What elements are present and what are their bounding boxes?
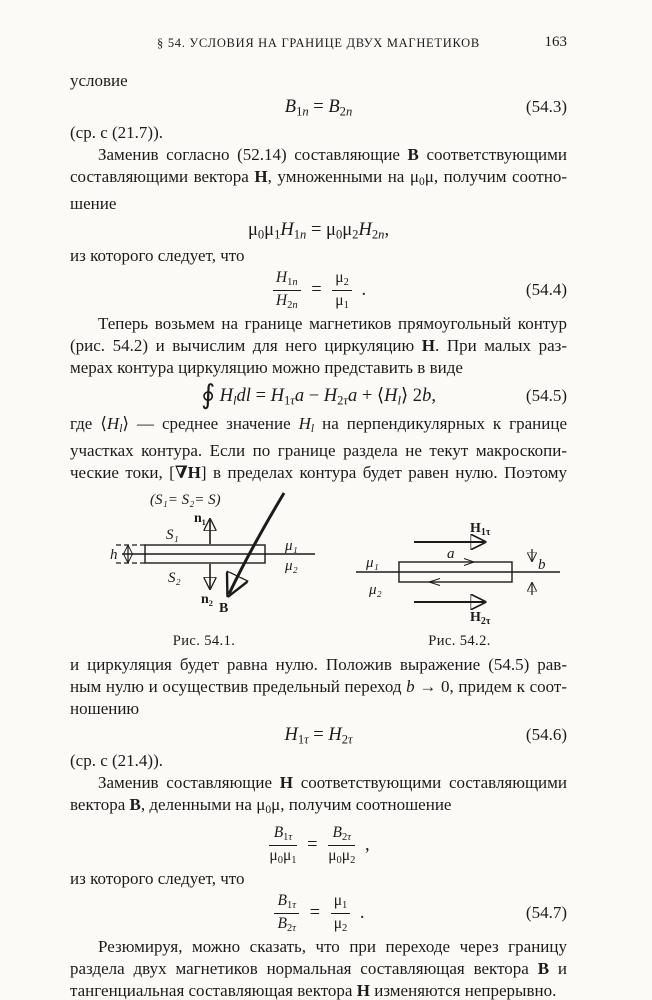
text-line: из которого следует, что — [70, 868, 245, 888]
equation-54-7 — [70, 891, 567, 935]
mu1-label: μ₁ — [285, 538, 298, 555]
fraction: $\frac{B2\tau}{\mu 0\mu 2}$ — [328, 823, 356, 866]
fraction: $\frac{B1\tau}{B2\tau}$ — [274, 892, 299, 935]
equation-b-frac — [70, 823, 567, 867]
equation-tag: (54.7) — [525, 902, 567, 922]
text-line: условие — [70, 71, 128, 90]
text-line: мерах контура циркуляцию можно представить в виде — [70, 358, 463, 378]
text-line: Заменив согласно (52.14) составляющие B соответствующими — [98, 145, 567, 164]
equation-54-4 — [70, 268, 567, 312]
n1-label: n₁ — [194, 511, 206, 527]
mu2-label: μ₂ — [285, 558, 298, 575]
paragraph-compare-1 — [70, 122, 567, 144]
fraction: $\frac{B1\tau}{\mu 0\mu 1}$ — [269, 823, 297, 866]
s2-label: S₂ — [168, 570, 181, 587]
figure-caption: Рис. 54.1. — [172, 633, 236, 650]
text-line: шение — [70, 194, 117, 214]
equation-body: $\frac{H1n}{H2n}$ = $\frac{\mu 2}{\mu 1}$ . — [271, 280, 366, 300]
n2-label: n₂ — [201, 592, 213, 608]
equation-body: H1τ = H2τ — [284, 725, 353, 747]
text-line: Теперь возьмем на границе магнетиков прямоугольный контур — [98, 314, 567, 334]
running-head — [70, 36, 567, 52]
text-line: Резюмируя, можно сказать, что при переходе через границу — [98, 936, 567, 956]
paragraph-kontur — [70, 313, 567, 379]
equation-body: μ0μ1H1n = μ0μ2H2n, — [247, 220, 390, 242]
b-vector-label: B — [219, 601, 229, 617]
text-line: ношению — [70, 699, 140, 719]
figure-caption: Рис. 54.2. — [428, 633, 491, 650]
text-line: ным нулю и осуществив предельный переход b → 0, придем к соот- — [70, 677, 567, 697]
text-line: и циркуляция будет равна нулю. Положив выражение (54.5) рав- — [70, 655, 567, 675]
equation-54-5 — [70, 381, 567, 411]
figure-54-2 — [352, 516, 567, 650]
equation-body: B1n = B2n — [284, 97, 353, 119]
equation-mu-h — [70, 217, 567, 243]
fraction: $\frac{\mu 1}{\mu 2}$ — [331, 892, 351, 935]
figures-row — [70, 490, 567, 650]
text-line: из которого следует, что — [70, 246, 245, 266]
mu2-label: μ₂ — [369, 582, 382, 599]
equation-54-3 — [70, 94, 567, 120]
b-label: b — [538, 557, 546, 574]
section-header: § 54. УСЛОВИЯ НА ГРАНИЦЕ ДВУХ МАГНЕТИКОВ — [157, 36, 480, 50]
paragraph-lead-2 — [70, 868, 567, 890]
paragraph-zamenив-h — [70, 772, 567, 821]
text-line: участках контура. Если по границе раздела не текут макроскопи- — [70, 441, 567, 461]
equation-body: $\frac{B1\tau}{\mu 0\mu 1}$ = $\frac{B2\tau}{\mu 0\mu 2}$ , — [269, 823, 370, 866]
b-field-line — [229, 493, 284, 594]
equation-tag: (54.6) — [525, 725, 567, 745]
equation-tag: (54.3) — [525, 97, 567, 116]
paragraph-zamenив-b — [70, 144, 567, 215]
text-line: где ⟨Hl⟩ — среднее значение Hl на перпендикулярных к границе — [70, 414, 567, 436]
text-line: (рис. 54.2) и вычислим для него циркуляцию H. При малых раз- — [70, 336, 567, 356]
text-line: вектора B, деленными на μ0μ, получим соотношение — [70, 795, 452, 817]
paragraph-uslovie — [70, 70, 567, 92]
text-line: Заменив составляющие H соответствующими составляющими — [98, 773, 567, 793]
text-line: (ср. с (21.4)). — [70, 751, 163, 771]
text-line: составляющими вектора H, умноженными на μ0μ, получим соотно- — [70, 167, 567, 189]
equation-body: $\frac{B1\tau}{B2\tau}$ = $\frac{\mu 1}{\mu 2}$ . — [272, 903, 364, 923]
a-label: a — [447, 546, 455, 563]
mu1-label: μ₁ — [366, 555, 379, 572]
fraction: $\frac{\mu 2}{\mu 1}$ — [332, 269, 352, 312]
paragraph-cirkulyaciya — [70, 654, 567, 720]
h1t-label: $H_{1\tau}$ — [470, 521, 491, 539]
paragraph-lead-1 — [70, 245, 567, 267]
paragraph-compare-2 — [70, 750, 567, 772]
paragraph-summary — [70, 936, 567, 1000]
text-line: тангенциальная составляющая вектора H изменяются непрерывно. — [70, 980, 557, 1000]
figure-54-2-drawing — [352, 516, 567, 628]
s1-label: S₁ — [166, 527, 179, 544]
page-number: 163 — [544, 34, 567, 50]
paragraph-srednee — [70, 413, 567, 484]
figure-54-1 — [70, 490, 338, 650]
text-line: ческие токи, [∇H] в пределах контура будет равен нулю. Поэтому — [70, 463, 567, 483]
equation-54-6 — [70, 722, 567, 748]
text-line: раздела двух магнетиков нормальная составляющая вектора B и — [70, 958, 567, 978]
equation-body: ∮ Hldl = H1τa − H2τa + ⟨Hl⟩ 2b, — [201, 379, 436, 410]
fraction: $\frac{H1n}{H2n}$ — [273, 269, 301, 312]
equation-tag: (54.5) — [525, 386, 567, 406]
pillbox-area-label: (S₁= S₂= S) — [150, 492, 221, 509]
text-line: (ср. с (21.7)). — [70, 123, 163, 142]
h-label: h — [110, 547, 118, 564]
h2t-label: $H_{2\tau}$ — [470, 610, 491, 628]
figure-54-1-drawing — [70, 490, 338, 628]
equation-tag: (54.4) — [525, 280, 567, 300]
